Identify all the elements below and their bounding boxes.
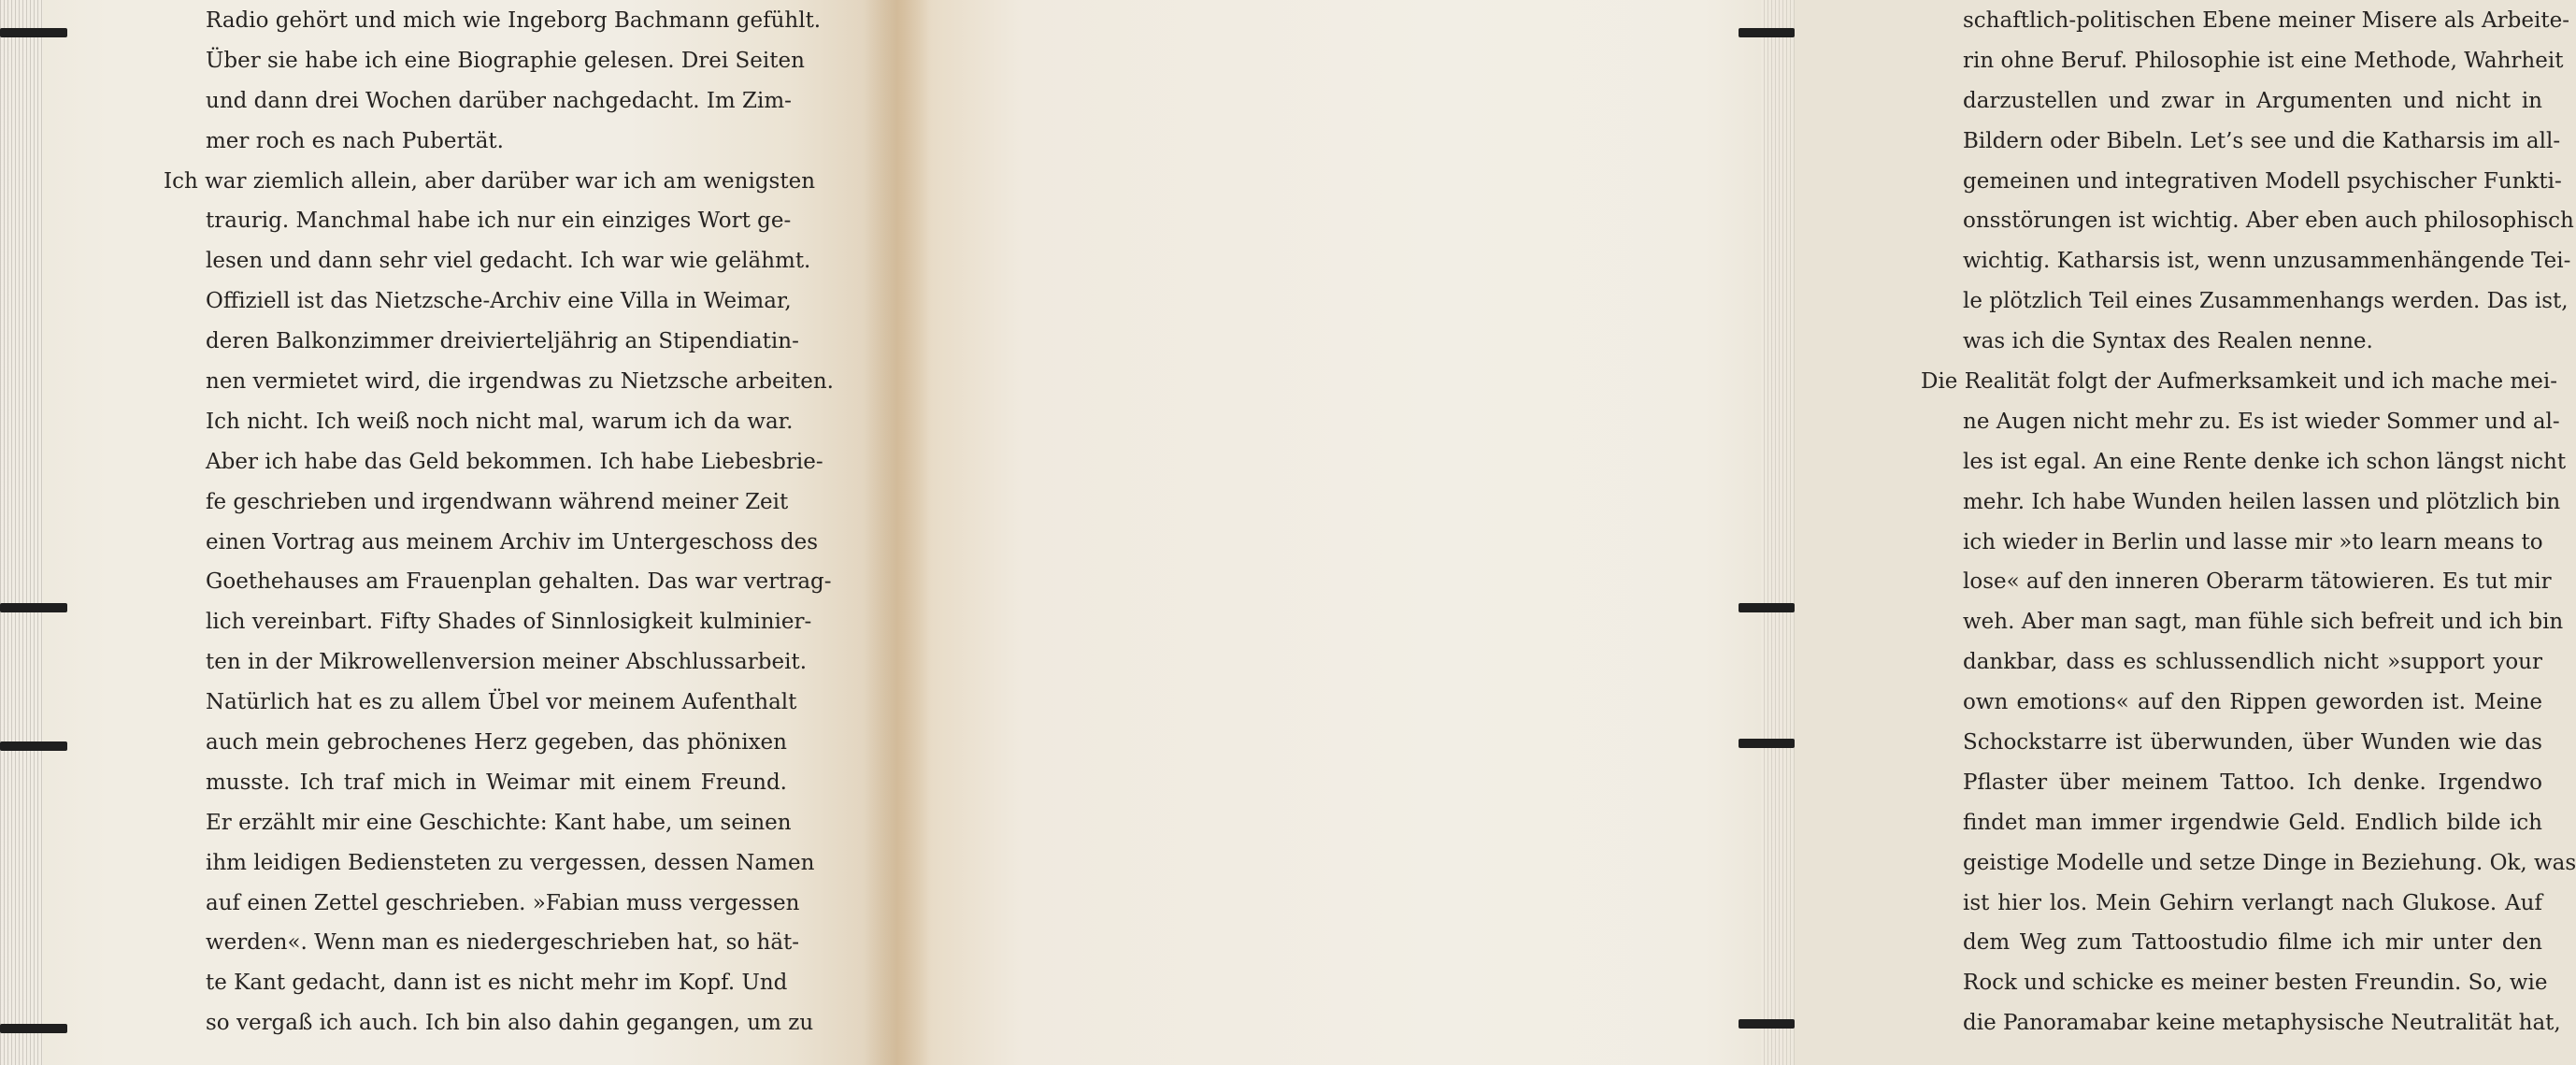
binding-stitch xyxy=(1739,28,1795,37)
text-line: ten in der Mikrowellenversion meiner Abschlussarbeit. xyxy=(206,650,808,675)
right-page-edge xyxy=(1761,0,1795,1065)
right-page-text xyxy=(1921,1,2576,1043)
text-line: Radio gehört und mich wie Ingeborg Bachmann gefühlt. xyxy=(206,8,822,33)
text-line: ne Augen nicht mehr zu. Es ist wieder Sommer und al- xyxy=(1963,409,2560,434)
text-line: musste. Ich traf mich in Weimar mit einem Freund. xyxy=(206,770,787,795)
text-line: Goethehauses am Frauenplan gehalten. Das war vertrag- xyxy=(206,569,832,595)
text-line: Natürlich hat es zu allem Übel vor meinem Aufenthalt xyxy=(206,690,797,715)
text-line: darzustellen und zwar in Argumenten und nicht in xyxy=(1963,88,2542,113)
text-line: ihm leidigen Bediensteten zu vergessen, dessen Namen xyxy=(206,850,815,875)
text-line: dankbar, dass es schlussendlich nicht »support your xyxy=(1963,650,2542,675)
text-line: wichtig. Katharsis ist, wenn unzusammenhängende Tei- xyxy=(1963,249,2571,274)
text-line: le plötzlich Teil eines Zusammenhangs werden. Das ist, xyxy=(1963,289,2569,314)
text-line: nen vermietet wird, die irgendwas zu Nietzsche arbeiten. xyxy=(206,369,834,395)
text-line: Schockstarre ist überwunden, über Wunden wie das xyxy=(1963,730,2542,756)
text-line: weh. Aber man sagt, man fühle sich befreit und ich bin xyxy=(1963,610,2564,635)
text-line: Aber ich habe das Geld bekommen. Ich habe Liebesbrie- xyxy=(206,449,823,474)
left-page xyxy=(0,0,897,1065)
text-line: einen Vortrag aus meinem Archiv im Untergeschoss des xyxy=(206,529,819,554)
text-line: die Panoramabar keine metaphysische Neutralität hat, xyxy=(1963,1011,2561,1036)
binding-stitch xyxy=(0,741,67,751)
text-line: lose« auf den inneren Oberarm tätowieren. Es tut mir xyxy=(1963,569,2552,595)
binding-stitch xyxy=(1739,603,1795,612)
text-line: fe geschrieben und irgendwann während meiner Zeit xyxy=(206,489,789,514)
text-line: was ich die Syntax des Realen nenne. xyxy=(1963,329,2373,354)
text-line: so vergaß ich auch. Ich bin also dahin gegangen, um zu xyxy=(206,1011,814,1036)
text-line: deren Balkonzimmer dreivierteljährig an Stipendiatin- xyxy=(206,329,799,354)
text-line: lesen und dann sehr viel gedacht. Ich war wie gelähmt. xyxy=(206,249,811,274)
text-line: Ich war ziemlich allein, aber darüber war ich am wenigsten xyxy=(164,168,816,194)
text-line: Die Realität folgt der Aufmerksamkeit und ich mache mei- xyxy=(1921,369,2557,395)
binding-stitch xyxy=(1739,739,1795,748)
text-line: gemeinen und integrativen Modell psychischer Funkti- xyxy=(1963,168,2562,194)
binding-stitch xyxy=(0,603,67,612)
left-page-text xyxy=(164,1,834,1043)
binding-stitch xyxy=(0,1024,67,1033)
text-line: auf einen Zettel geschrieben. »Fabian muss vergessen xyxy=(206,890,800,915)
text-line: dem Weg zum Tattoostudio filme ich mir unter den xyxy=(1963,930,2542,956)
text-line: mer roch es nach Pubertät. xyxy=(206,128,504,153)
binding-stitch xyxy=(1739,1019,1795,1029)
text-line: onsstörungen ist wichtig. Aber eben auch philosophisch xyxy=(1963,209,2574,234)
text-line: les ist egal. An eine Rente denke ich schon längst nicht xyxy=(1963,449,2567,474)
right-page xyxy=(897,0,2576,1065)
text-line: traurig. Manchmal habe ich nur ein einziges Wort ge- xyxy=(206,209,792,234)
text-line: auch mein gebrochenes Herz gegeben, das phönixen xyxy=(206,730,787,756)
text-line: Ich nicht. Ich weiß noch nicht mal, warum ich da war. xyxy=(206,409,794,434)
text-line: werden«. Wenn man es niedergeschrieben hat, so hät- xyxy=(206,930,800,956)
text-line: Rock und schicke es meiner besten Freundin. So, wie xyxy=(1963,971,2548,996)
text-line: Pflaster über meinem Tattoo. Ich denke. Irgendwo xyxy=(1963,770,2542,795)
text-line: lich vereinbart. Fifty Shades of Sinnlosigkeit kulminier- xyxy=(206,610,812,635)
left-page-edge xyxy=(0,0,43,1065)
text-line: ich wieder in Berlin und lasse mir »to learn means to xyxy=(1963,529,2543,554)
text-line: rin ohne Beruf. Philosophie ist eine Methode, Wahrheit xyxy=(1963,48,2564,73)
text-line: mehr. Ich habe Wunden heilen lassen und plötzlich bin xyxy=(1963,489,2561,514)
binding-stitch xyxy=(0,28,67,37)
text-line: geistige Modelle und setze Dinge in Beziehung. Ok, was xyxy=(1963,850,2576,875)
text-line: ist hier los. Mein Gehirn verlangt nach Glukose. Auf xyxy=(1963,890,2542,915)
text-line: te Kant gedacht, dann ist es nicht mehr im Kopf. Und xyxy=(206,971,788,996)
text-line: Offiziell ist das Nietzsche-Archiv eine Villa in Weimar, xyxy=(206,289,792,314)
book-gutter xyxy=(865,0,930,1065)
text-line: und dann drei Wochen darüber nachgedacht. Im Zim- xyxy=(206,88,792,113)
text-line: findet man immer irgendwie Geld. Endlich bilde ich xyxy=(1963,810,2542,835)
text-line: schaftlich-politischen Ebene meiner Misere als Arbeite- xyxy=(1963,8,2569,33)
text-line: Über sie habe ich eine Biographie gelesen. Drei Seiten xyxy=(206,48,805,73)
text-line: Bildern oder Bibeln. Let’s see und die Katharsis im all- xyxy=(1963,128,2561,153)
text-line: own emotions« auf den Rippen geworden ist. Meine xyxy=(1963,690,2542,715)
text-line: Er erzählt mir eine Geschichte: Kant habe, um seinen xyxy=(206,810,792,835)
